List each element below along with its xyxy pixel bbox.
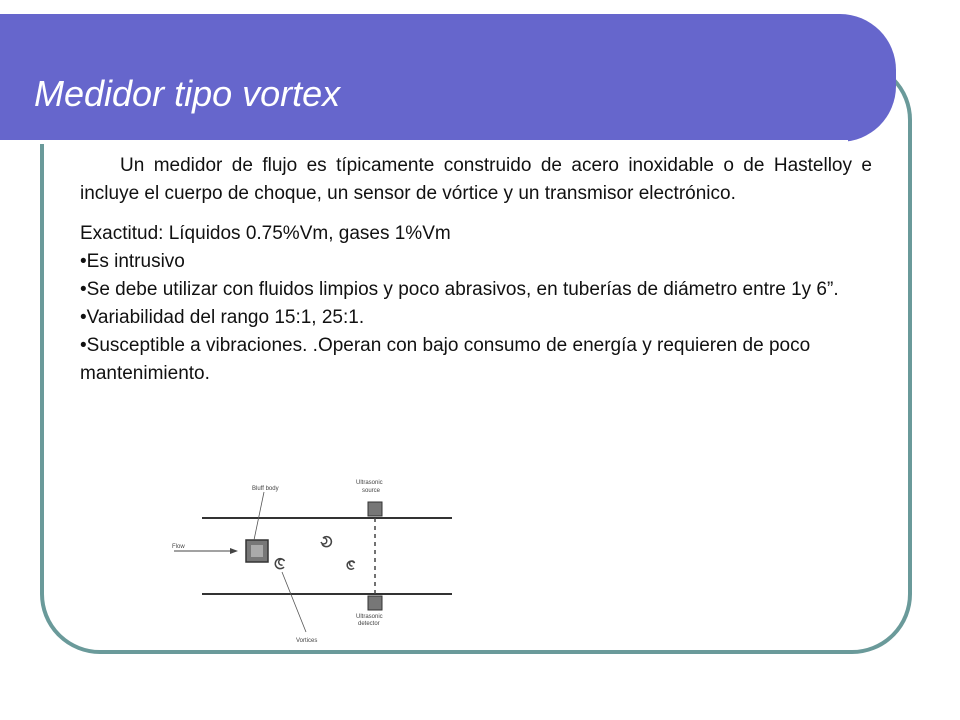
bullet-clean-fluids: •Se debe utilizar con fluidos limpios y poco abrasivos, en tuberías de diámetro entre 1y 6”. [80, 279, 839, 300]
vortex-2 [321, 537, 331, 547]
ultrasonic-detector-label-1: Ultrasonic [356, 614, 383, 620]
bullet-intrusive: •Es intrusivo [80, 251, 185, 272]
bullet-range: •Variabilidad del rango 15:1, 25:1. [80, 307, 365, 328]
bullet-vibrations: •Susceptible a vibraciones. .Operan con bajo consumo de energía y requieren de poco mantenimiento. [80, 335, 811, 384]
vortex-3 [347, 561, 354, 569]
intro-paragraph: Un medidor de flujo es típicamente construido de acero inoxidable o de Hastelloy e incluye el cuerpo de choque, un sensor de vórtice y un transmisor electrónico. [80, 155, 872, 204]
slide-title: Medidor tipo vortex [34, 73, 341, 114]
title-underline [0, 140, 848, 144]
vortices-label: Vortices [296, 638, 318, 644]
bluff-body-leader [254, 492, 264, 540]
ultrasonic-source-label-1: Ultrasonic [356, 480, 383, 486]
ultrasonic-detector [368, 596, 382, 610]
slide-body [80, 152, 872, 388]
bluff-body-label: Bluff body [252, 486, 279, 492]
ultrasonic-source-label-2: source [362, 488, 381, 494]
flow-arrow-head [230, 548, 238, 554]
bluff-body-core [251, 545, 263, 557]
vortex-meter-diagram [156, 472, 456, 652]
vortices-leader [282, 572, 306, 632]
flow-label: Flow [172, 544, 185, 550]
accuracy-line: Exactitud: Líquidos 0.75%Vm, gases 1%Vm [80, 223, 451, 244]
ultrasonic-detector-label-2: detector [358, 621, 380, 627]
vortex-1 [275, 559, 284, 569]
ultrasonic-source [368, 502, 382, 516]
